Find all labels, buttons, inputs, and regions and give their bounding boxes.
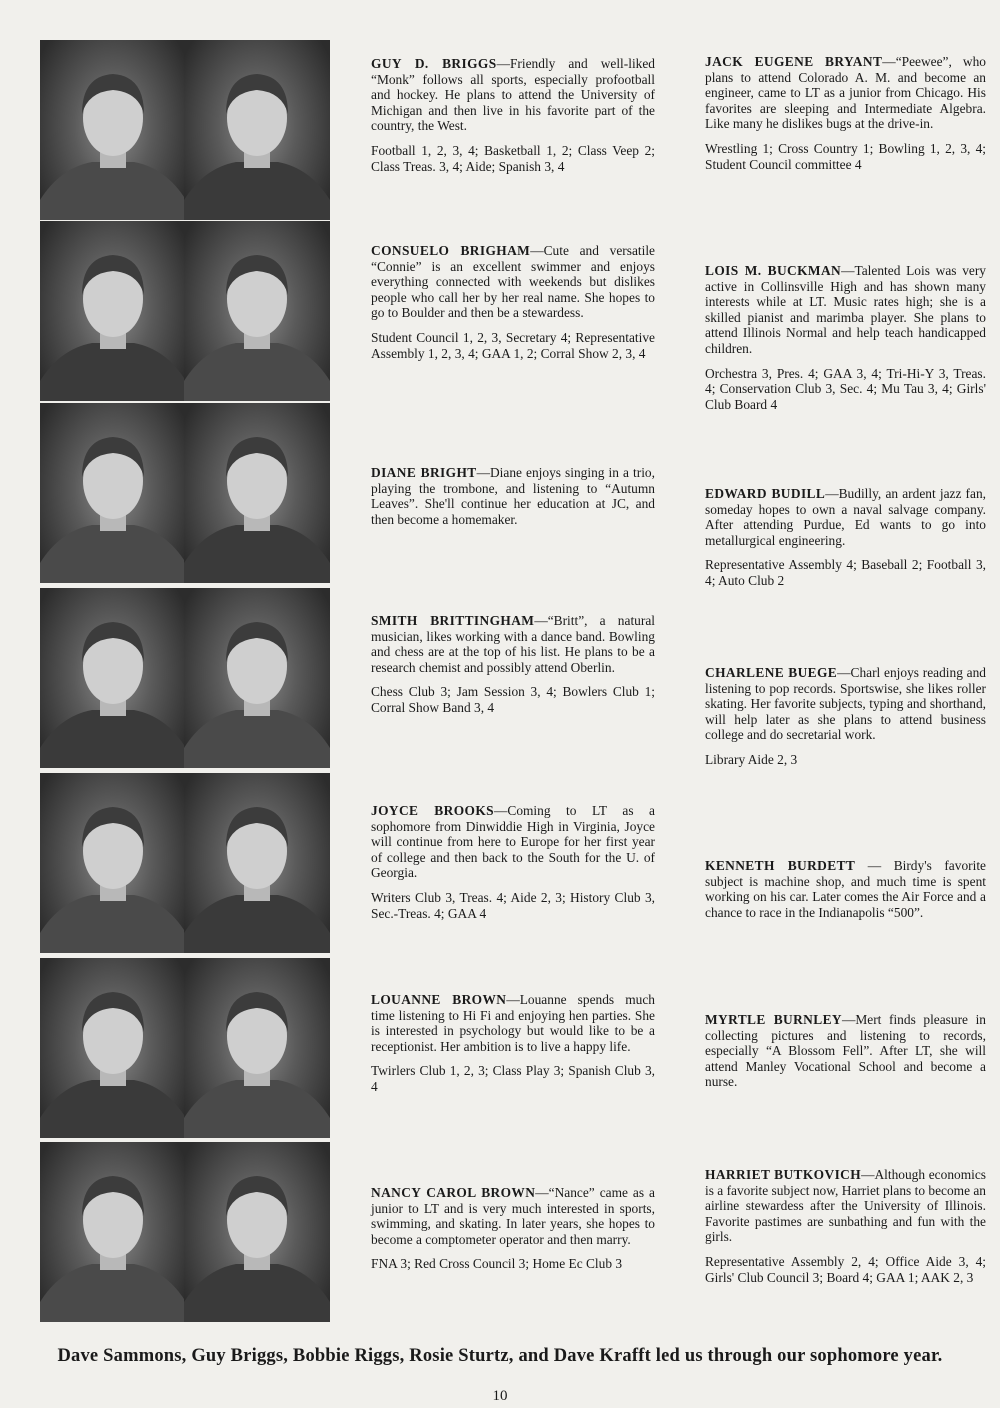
- portrait-silhouette: [184, 773, 330, 953]
- student-entry: [371, 992, 655, 1095]
- student-activities: Chess Club 3; Jam Session 3, 4; Bowlers Club 1; Corral Show Band 3, 4: [371, 684, 655, 715]
- student-bio: MYRTLE BURNLEY—Mert finds pleasure in collecting pictures and listening to records, especially “A Blossom Fell”. After LT, she will attend Manley Vocational School and become a nurse.: [705, 1012, 986, 1090]
- portrait-silhouette: [184, 1142, 330, 1322]
- student-entry: [705, 486, 986, 589]
- student-bio: DIANE BRIGHT—Diane enjoys singing in a trio, playing the trombone, and listening to “Autumn Leaves”. She'll continue her education at JC, and then become a homemaker.: [371, 465, 655, 527]
- student-bio: LOUANNE BROWN—Louanne spends much time listening to Hi Fi and enjoying hen parties. She is interested in psychology but would like to be a receptionist. Her ambition is to live a happy life.: [371, 992, 655, 1054]
- student-name: DIANE BRIGHT: [371, 465, 477, 480]
- student-name: KENNETH BURDETT: [705, 858, 856, 873]
- student-entry: [705, 1167, 986, 1285]
- portrait-silhouette: [40, 1142, 186, 1322]
- portrait-photo: [184, 40, 330, 222]
- student-name: HARRIET BUTKOVICH: [705, 1167, 862, 1182]
- portrait-photo: [184, 1142, 330, 1324]
- portrait-photo: [40, 403, 186, 585]
- student-bio: LOIS M. BUCKMAN—Talented Lois was very active in Collinsville High and has shown many interests while at LT. Music rates high; she is a skilled pianist and marimba player. She plans to attend Illinois Normal and help teach handicapped children.: [705, 263, 986, 356]
- portrait-silhouette: [184, 588, 330, 768]
- page-caption: Dave Sammons, Guy Briggs, Bobbie Riggs, Rosie Sturtz, and Dave Krafft led us through our sophomore year.: [57, 1346, 943, 1366]
- portrait-silhouette: [184, 221, 330, 401]
- student-name: LOUANNE BROWN: [371, 992, 507, 1007]
- student-name: GUY D. BRIGGS: [371, 56, 497, 71]
- portrait-silhouette: [184, 958, 330, 1138]
- student-bio: GUY D. BRIGGS—Friendly and well-liked “Monk” follows all sports, especially profootball and hockey. He plans to attend the University of Michigan and then live in his favorite part of the country, the West.: [371, 56, 655, 134]
- student-bio: CHARLENE BUEGE—Charl enjoys reading and listening to pop records. Sportswise, she likes roller skating. Her favorite subjects, typing and shorthand, will help later as she plans to attend business college and do secretarial work.: [705, 665, 986, 743]
- portrait-photo: [40, 773, 186, 955]
- student-entry: [705, 665, 986, 768]
- student-bio: EDWARD BUDILL—Budilly, an ardent jazz fan, someday hopes to own a naval salvage company. After attending Purdue, Ed wants to go into metallurgical engineering.: [705, 486, 987, 548]
- portrait-silhouette: [40, 588, 186, 768]
- student-activities: Twirlers Club 1, 2, 3; Class Play 3; Spanish Club 3, 4: [371, 1063, 655, 1094]
- student-name: CONSUELO BRIGHAM: [371, 243, 531, 258]
- portrait-photo: [40, 1142, 186, 1324]
- portrait-photo: [184, 403, 330, 585]
- portrait-photo: [40, 588, 186, 770]
- portrait-silhouette: [184, 40, 330, 220]
- student-name: EDWARD BUDILL: [705, 486, 826, 501]
- student-name: JOYCE BROOKS: [371, 803, 494, 818]
- student-bio: SMITH BRITTINGHAM—“Britt”, a natural musician, likes working with a dance band. Bowling and chess are at the top of his list. He plans to be a research chemist and possibly attend Oberlin.: [371, 613, 655, 675]
- student-entry: [371, 1185, 655, 1272]
- student-activities: FNA 3; Red Cross Council 3; Home Ec Club 3: [371, 1256, 623, 1272]
- student-activities: Representative Assembly 4; Baseball 2; Football 3, 4; Auto Club 2: [705, 557, 986, 588]
- portrait-silhouette: [40, 40, 186, 220]
- student-activities: Student Council 1, 2, 3, Secretary 4; Representative Assembly 1, 2, 3, 4; GAA 1, 2; Corral Show 2, 3, 4: [371, 329, 655, 361]
- student-entry: [705, 1012, 986, 1099]
- portrait-silhouette: [40, 773, 186, 953]
- portrait-photo: [184, 958, 330, 1140]
- student-name: MYRTLE BURNLEY: [705, 1012, 842, 1027]
- student-activities: Representative Assembly 2, 4; Office Aide 3, 4; Girls' Club Council 3; Board 4; GAA 1; AAK 2, 3: [705, 1253, 986, 1285]
- portrait-silhouette: [184, 403, 330, 583]
- student-name: NANCY CAROL BROWN: [371, 1185, 536, 1200]
- student-activities: Orchestra 3, Pres. 4; GAA 3, 4; Tri-Hi-Y 3, Treas. 4; Conservation Club 3, Sec. 4; Mu Tau 3, 4; Girls' Club Board 4: [705, 365, 986, 412]
- portrait-silhouette: [40, 958, 186, 1138]
- student-name: CHARLENE BUEGE: [705, 665, 838, 680]
- student-bio: JACK EUGENE BRYANT—“Peewee”, who plans to attend Colorado A. M. and become an engineer, came to LT as a junior from Chicago. His favorites are sleeping and Intermediate Algebra. Like many he dislikes bugs at the drive-in.: [705, 54, 986, 132]
- student-bio: NANCY CAROL BROWN—“Nance” came as a junior to LT and is very much interested in sports, swimming, and skating. In later years, she hopes to become a comptometer operator and then marry.: [371, 1185, 655, 1247]
- student-bio: KENNETH BURDETT — Birdy's favorite subject is machine shop, and much time is spent working on his car. Later comes the Air Force and a chance to race in the Indianapolis “500”.: [705, 858, 986, 920]
- page-number: 10: [492, 1388, 508, 1404]
- student-entry: [371, 803, 655, 921]
- portrait-photo: [184, 773, 330, 955]
- student-bio: HARRIET BUTKOVICH—Although economics is a favorite subject now, Harriet plans to become an airline stewardess after the University of Illinois. Favorite pastimes are sunbathing and fun with the girls.: [705, 1167, 986, 1245]
- portrait-photo: [40, 40, 186, 222]
- student-entry: [705, 263, 986, 412]
- portrait-photo: [40, 958, 186, 1140]
- student-entry: [371, 465, 655, 536]
- portrait-silhouette: [40, 221, 186, 401]
- portrait-photo: [184, 221, 330, 403]
- portrait-photo: [40, 221, 186, 403]
- student-entry: [705, 858, 986, 929]
- student-activities: Wrestling 1; Cross Country 1; Bowling 1, 2, 3, 4; Student Council committee 4: [705, 140, 986, 172]
- student-activities: Writers Club 3, Treas. 4; Aide 2, 3; History Club 3, Sec.-Treas. 4; GAA 4: [371, 889, 655, 921]
- portrait-silhouette: [40, 403, 186, 583]
- student-activities: Football 1, 2, 3, 4; Basketball 1, 2; Class Veep 2; Class Treas. 3, 4; Aide; Spanish 3, 4: [371, 142, 655, 174]
- student-name: JACK EUGENE BRYANT: [705, 54, 883, 69]
- student-entry: [371, 56, 655, 174]
- student-activities: Library Aide 2, 3: [705, 751, 798, 767]
- student-entry: [371, 613, 655, 716]
- student-name: LOIS M. BUCKMAN: [705, 263, 842, 278]
- student-entry: [371, 243, 655, 361]
- student-bio: CONSUELO BRIGHAM—Cute and versatile “Connie” is an excellent swimmer and enjoys everything connected with weekends but dislikes people who call her by her real name. She hopes to go to Boulder and then be a stewardess.: [371, 243, 655, 321]
- portrait-photo: [184, 588, 330, 770]
- student-bio: JOYCE BROOKS—Coming to LT as a sophomore from Dinwiddie High in Virginia, Joyce will continue from here to Europe for her first year of college and then back to the South for the U. of Georgia.: [371, 803, 655, 881]
- student-name: SMITH BRITTINGHAM: [371, 613, 535, 628]
- student-entry: [705, 54, 986, 172]
